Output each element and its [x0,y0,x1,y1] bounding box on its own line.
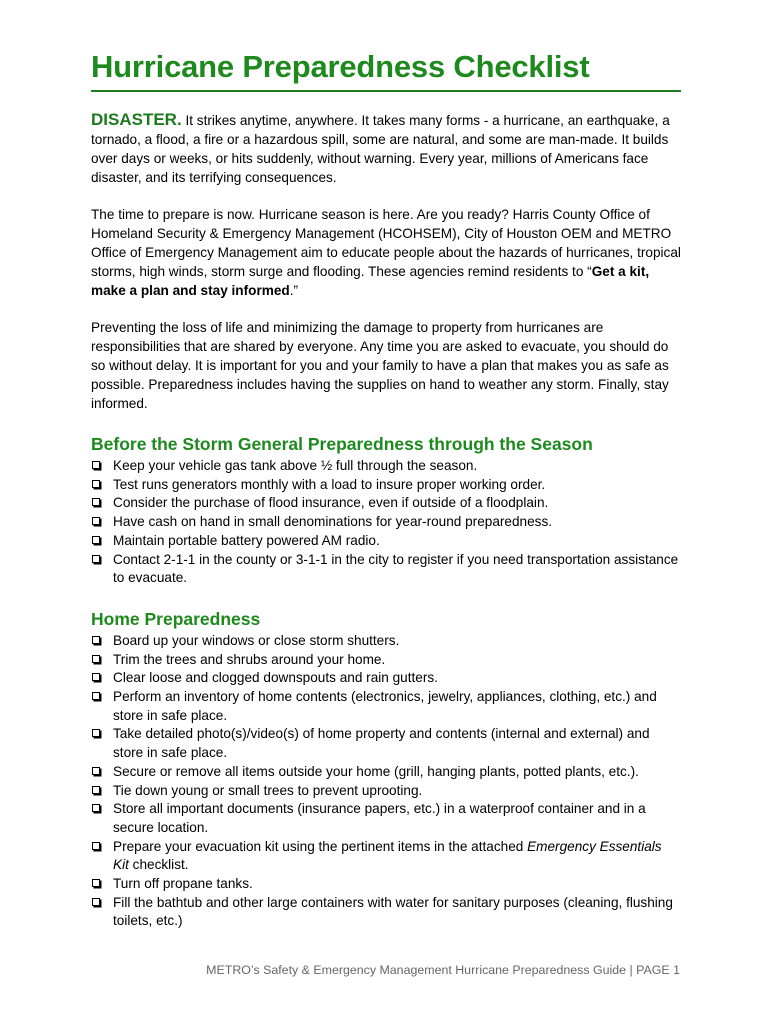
checklist-item[interactable]: Keep your vehicle gas tank above ½ full through the season. [91,457,681,476]
checkbox-icon[interactable] [92,804,100,812]
checklist-item[interactable]: Perform an inventory of home contents (electronics, jewelry, appliances, clothing, etc.) and store in safe place. [91,688,681,725]
checklist-item[interactable]: Have cash on hand in small denominations for year-round preparedness. [91,513,681,532]
prepare-bold: Get a kit, make a plan and stay informed [91,264,650,298]
checkbox-icon[interactable] [92,673,100,681]
page-footer: METRO’s Safety & Emergency Management Hurricane Preparedness Guide | PAGE 1 [206,963,680,977]
checklist-item[interactable]: Fill the bathtub and other large containers with water for sanitary purposes (cleaning, flushing toilets, etc.) [91,894,681,931]
checkbox-icon[interactable] [92,480,100,488]
checkbox-icon[interactable] [92,636,100,644]
section-heading-home: Home Preparedness [91,608,261,629]
prepare-text: The time to prepare is now. Hurricane season is here. Are you ready? Harris County Office of Homeland Security & Emergency Management (HCOHSEM), City of Houston OEM and METRO Office of Emergency Management aim to educate people about the hazards of hurricanes, tropical storms, high winds, storm surge and flooding. These agencies remind residents to “ [91,207,681,279]
page-title: Hurricane Preparedness Checklist [91,48,681,92]
checkbox-icon[interactable] [92,555,100,563]
checklist-item[interactable]: Turn off propane tanks. [91,875,681,894]
checkbox-icon[interactable] [92,655,100,663]
checkbox-icon[interactable] [92,898,100,906]
checkbox-icon[interactable] [92,517,100,525]
checkbox-icon[interactable] [92,692,100,700]
checkbox-icon[interactable] [92,786,100,794]
checklist-item-evacuation-kit[interactable]: Prepare your evacuation kit using the pertinent items in the attached Emergency Essentials Kit checklist. [91,838,681,875]
checklist-item[interactable]: Take detailed photo(s)/video(s) of home property and contents (internal and external) and store in safe place. [91,725,681,762]
checklist-item[interactable]: Store all important documents (insurance papers, etc.) in a waterproof container and in a secure location. [91,800,681,837]
prepare-tail: .” [289,283,298,298]
prepare-paragraph [91,205,681,300]
kit-checklist-title: Emergency Essentials Kit [113,838,662,873]
checklist-item[interactable]: Secure or remove all items outside your home (grill, hanging plants, potted plants, etc.). [91,763,681,782]
section-heading-before-storm: Before the Storm General Preparedness through the Season [91,434,593,454]
checkbox-icon[interactable] [92,842,100,850]
checklist-item[interactable]: Trim the trees and shrubs around your home. [91,651,681,670]
checkbox-icon[interactable] [92,498,100,506]
checklist-item[interactable]: Clear loose and clogged downspouts and rain gutters. [91,669,681,688]
checkbox-icon[interactable] [92,879,100,887]
checklist-item[interactable]: Contact 2-1-1 in the county or 3-1-1 in the city to register if you need transportation assistance to evacuate. [91,551,681,588]
checklist-before-storm [91,457,681,588]
checklist-item[interactable]: Tie down young or small trees to prevent uprooting. [91,782,681,801]
checklist-item[interactable]: Consider the purchase of flood insurance, even if outside of a floodplain. [91,494,681,513]
intro-paragraph [91,110,681,187]
checklist-item[interactable]: Test runs generators monthly with a load to insure proper working order. [91,476,681,495]
checkbox-icon[interactable] [92,767,100,775]
checkbox-icon[interactable] [92,536,100,544]
intro-text: It strikes anytime, anywhere. It takes many forms - a hurricane, an earthquake, a tornado, a flood, a fire or a hazardous spill, some are natural, and some are man-made. It builds over days or weeks, or hits suddenly, without warning. Every year, millions of Americans face disaster, and its terrifying consequences. [91,113,670,185]
intro-lead: DISASTER. [91,110,182,129]
checkbox-icon[interactable] [92,461,100,469]
checklist-item[interactable]: Board up your windows or close storm shutters. [91,632,681,651]
prevention-paragraph: Preventing the loss of life and minimizing the damage to property from hurricanes are responsibilities that are shared by everyone. Any time you are asked to evacuate, you should do so without delay. It is important for you and your family to have a plan that makes you as safe as possible. Preparedness includes having the supplies on hand to weather any storm. Finally, stay informed. [91,320,669,411]
document-page [91,48,681,931]
checklist-item[interactable]: Maintain portable battery powered AM radio. [91,532,681,551]
checklist-home [91,632,681,931]
checkbox-icon[interactable] [92,729,100,737]
